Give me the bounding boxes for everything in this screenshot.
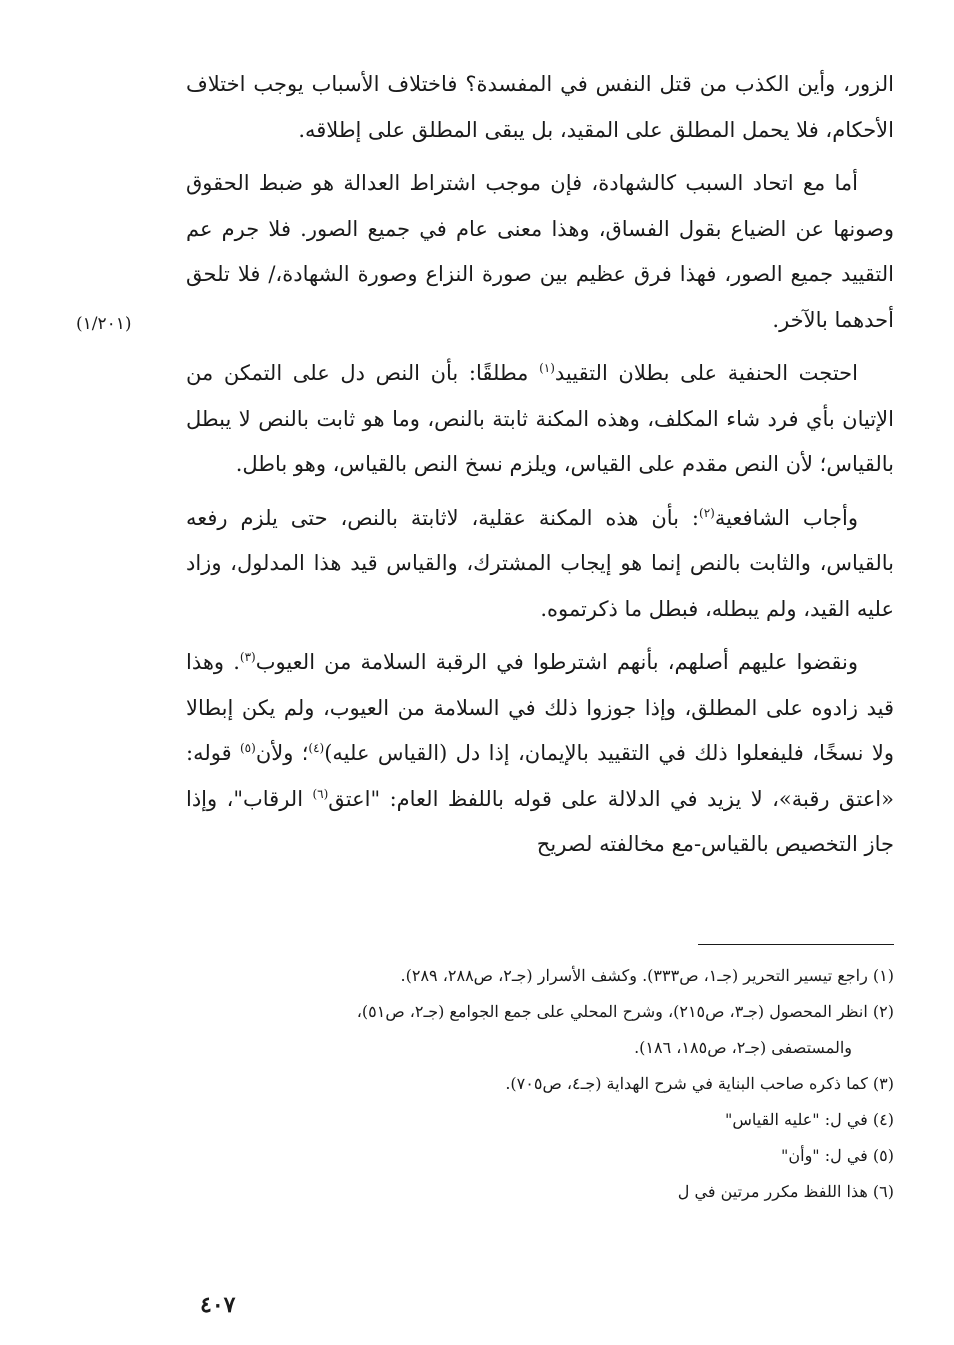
paragraph-text: : بأن هذه المكنة عقلية، لاثابتة بالنص، حتى يلزم رفعه بالقياس، والثابت بالنص إنما هو إيجاب المشترك، والقياس قيد هذا المدلول، وزاد عليه القيد، ولم يبطله، فبطل ما ذكرتموه. [186,505,894,621]
footnote-6 [186,1174,894,1210]
footnote-text: (٢) انظر المحصول (جـ٣، ص٢١٥)، وشرح المحلي على جمع الجوامع (جـ٢، ص٥١)، [356,1002,894,1021]
paragraph-4 [186,496,894,633]
paragraph-1 [186,62,894,153]
paragraph-text: وأجاب الشافعية [714,505,858,530]
footnotes [186,958,894,1210]
footnote-text: (٣) كما ذكره صاحب البناية في شرح الهداية (جـ٤، ص٧٠٥). [505,1074,894,1093]
footnote-2-continuation [186,1030,894,1066]
paragraph-text: ونقضوا عليهم أصلهم، بأنهم اشترطوا في الرقبة السلامة من العيوب [255,650,858,674]
footnote-4 [186,1102,894,1138]
paragraph-text: ؛ ولأن [255,741,309,765]
footnote-text: (١) راجع تيسير التحرير (جـ١، ص٣٣٣). وكشف الأسرار (جـ٢، ص٢٨٨، ٢٨٩). [400,966,894,985]
paragraph-5 [186,640,894,868]
paragraph-text: الزور، وأين الكذب من قتل النفس في المفسدة؟ فاختلاف الأسباب يوجب اختلاف الأحكام، فلا يحمل المطلق على المقيد، بل يبقى المطلق على إطلاقه. [186,72,894,142]
paragraph-text: احتجت الحنفية على بطلان التقييد [554,361,858,385]
footnote-divider [698,944,894,945]
paragraph-text: قوله: «اعتق رقبة»، لا يزيد في الدلالة على قوله باللفظ العام: "اعتق [186,741,894,811]
footnote-ref: (٢) [699,505,715,520]
footnote-text: (٦) هذا اللفظ مكرر مرتين في ل [677,1182,894,1201]
footnote-ref: (٥) [239,741,256,755]
page-number: ٤٠٧ [200,1292,236,1318]
footnote-ref: (٤) [308,741,325,755]
footnote-text: (٥) في ل: "وأن" [781,1146,894,1165]
footnote-3 [186,1066,894,1102]
paragraph-text: مطلقًا: بأن النص دل على التمكن من الإتيان بأي فرد شاء المكلف، وهذه المكنة ثابتة بالنص، وما هو ثابت بالنص لا يبطل بالقياس؛ لأن النص مقدم على القياس، ويلزم نسخ النص بالقياس، وهو باطل. [186,361,894,476]
paragraph-text: . وهذا قيد زادوه على المطلق، وإذا جوزوا ذلك في السلامة من العيوب، ولم يكن إبطالا ولا نسخًا، فليفعلوا ذلك في التقييد بالإيمان، إذا دل (القياس عليه) [186,650,894,765]
paragraph-text: أما مع اتحاد السبب كالشهادة، فإن موجب اشتراط العدالة هو ضبط الحقوق وصونها عن الضياع بقول الفساق، وهذا معنى عام في جميع الصور. فلا جرم عم التقييد جميع الصور، فهذا فرق عظيم بين صورة النزاع وصورة الشهادة،/ فلا تلحق أحدهما بالآخر. [186,171,894,332]
paragraph-3 [186,351,894,488]
main-text [186,62,894,876]
footnote-1 [186,958,894,994]
footnote-text: (٤) في ل: "عليه القياس" [724,1110,894,1129]
paragraph-text: الرقاب"، وإذا جاز التخصيص بالقياس-مع مخالفته لصريح [186,786,894,856]
footnote-5 [186,1138,894,1174]
footnote-ref: (١) [539,361,555,375]
footnote-ref: (٣) [239,650,256,664]
margin-reference: (١/٢٠١) [76,314,132,334]
footnote-text: والمستصفى (جـ٢، ص١٨٥، ١٨٦). [634,1038,852,1057]
paragraph-2 [186,161,894,343]
footnote-ref: (٦) [312,786,329,801]
footnote-2 [186,994,894,1030]
